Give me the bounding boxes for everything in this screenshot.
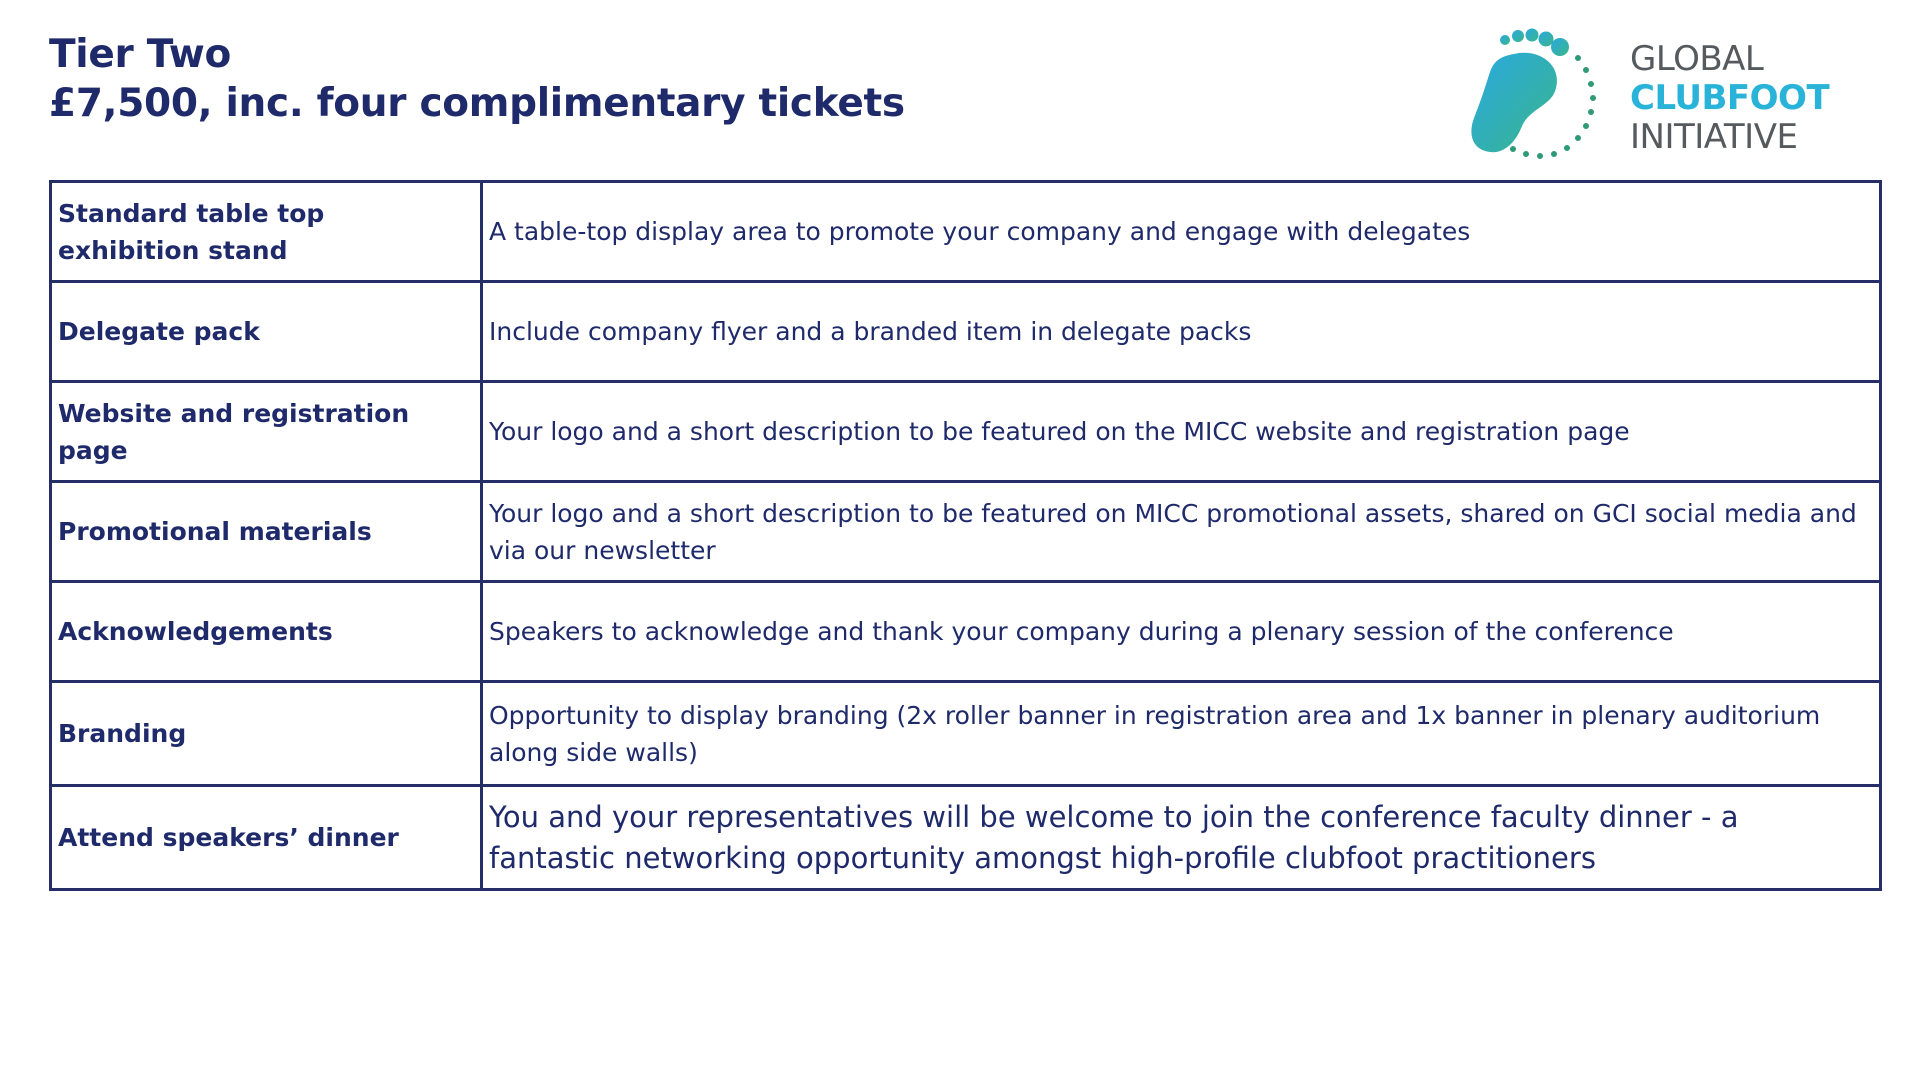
benefit-description: Your logo and a short description to be featured on MICC promotional assets, shared on GCI social media and via our newsletter [482, 482, 1881, 582]
logo-word-initiative: INITIATIVE [1630, 117, 1798, 157]
page-header [49, 30, 905, 128]
benefit-description: A table-top display area to promote your company and engage with delegates [482, 182, 1881, 282]
benefit-label: Delegate pack [51, 282, 482, 382]
benefit-label: Branding [51, 682, 482, 786]
table-row [51, 786, 1881, 890]
table-row [51, 382, 1881, 482]
page-subtitle: £7,500, inc. four complimentary tickets [49, 81, 905, 126]
benefit-description: Include company flyer and a branded item in delegate packs [482, 282, 1881, 382]
global-clubfoot-initiative-logo [1460, 26, 1840, 176]
benefit-description: Speakers to acknowledge and thank your company during a plenary session of the conference [482, 582, 1881, 682]
logo-wordmark [1630, 40, 1829, 157]
table-row [51, 582, 1881, 682]
benefit-label: Attend speakers’ dinner [51, 786, 482, 890]
page-title: Tier Two [49, 32, 231, 77]
tier-benefits-table [49, 180, 1882, 891]
benefit-description: Opportunity to display branding (2x roller banner in registration area and 1x banner in plenary auditorium along side walls) [482, 682, 1881, 786]
logo-word-global: GLOBAL [1630, 39, 1764, 79]
benefit-label: Promotional materials [51, 482, 482, 582]
benefit-label: Standard table top exhibition stand [51, 182, 482, 282]
table-row [51, 182, 1881, 282]
benefit-label: Acknowledgements [51, 582, 482, 682]
footprint-icon [1460, 26, 1620, 176]
benefit-description: You and your representatives will be welcome to join the conference faculty dinner - a fantastic networking opportunity amongst high-profile clubfoot practitioners [482, 786, 1881, 890]
table-row [51, 282, 1881, 382]
table-row [51, 482, 1881, 582]
logo-word-clubfoot: CLUBFOOT [1630, 78, 1830, 118]
benefit-description: Your logo and a short description to be featured on the MICC website and registration page [482, 382, 1881, 482]
benefit-label: Website and registration page [51, 382, 482, 482]
table-row [51, 682, 1881, 786]
